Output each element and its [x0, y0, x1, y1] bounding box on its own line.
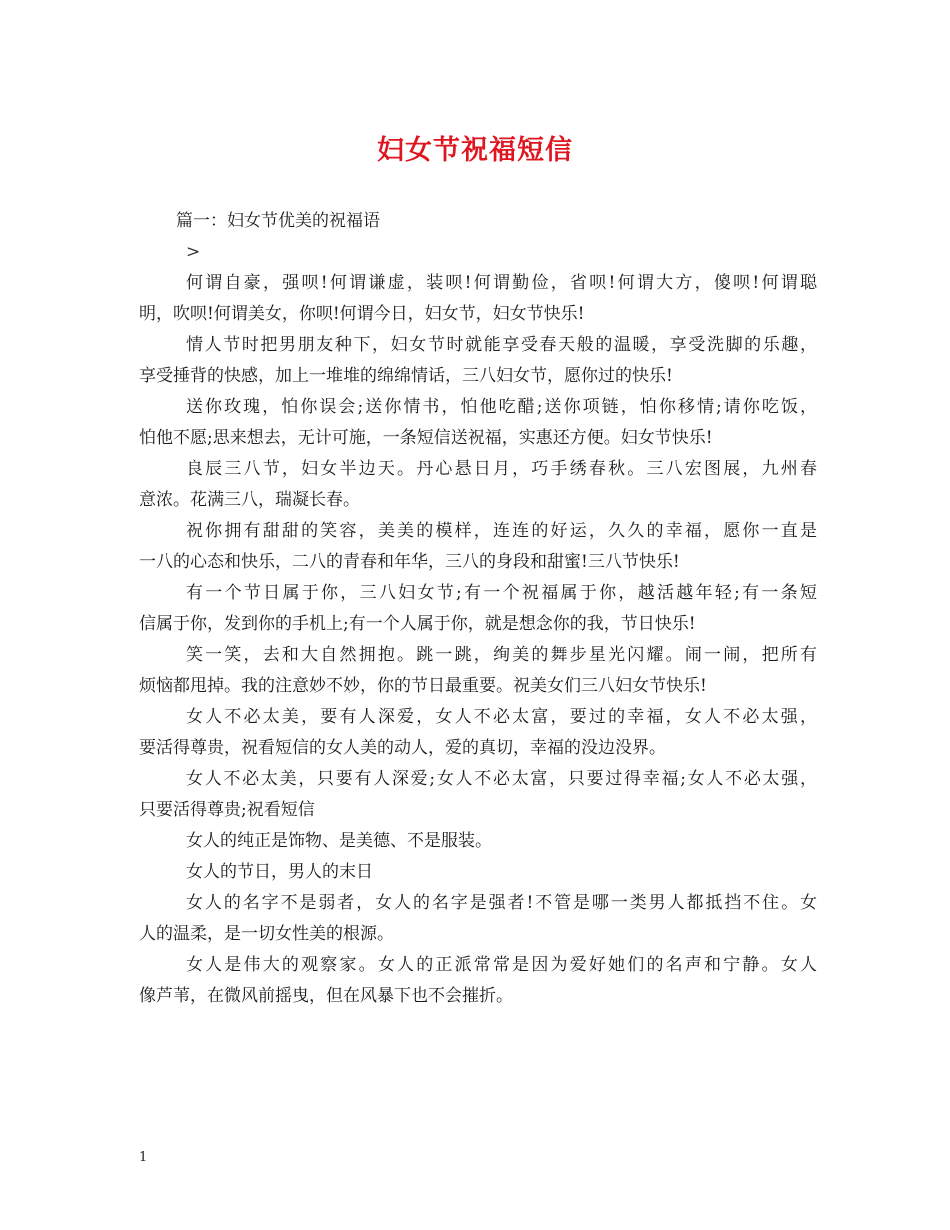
paragraph — [139, 268, 817, 330]
paragraph — [139, 578, 817, 640]
arrow-icon: > — [186, 242, 201, 262]
paragraph — [139, 702, 817, 764]
paragraph-line: 女人不必太美，只要有人深爱;女人不必太富，只要过得幸福;女人不必太强， — [186, 769, 817, 789]
paragraph-line: 要活得尊贵，祝看短信的女人美的动人，爱的真切，幸福的没边没界。 — [139, 738, 666, 758]
paragraph-line: 人的温柔，是一切女性美的根源。 — [139, 924, 394, 944]
paragraph-line: 送你玫瑰，怕你误会;送你情书，怕他吃醋;送你项链，怕你移情;请你吃饭， — [186, 397, 817, 417]
paragraph — [139, 454, 817, 516]
paragraph — [139, 330, 817, 392]
paragraph-line: 一八的心态和快乐，二八的青春和年华，三八的身段和甜蜜!三八节快乐! — [139, 552, 680, 572]
paragraph-line: 女人的纯正是饰物、是美德、不是服装。 — [186, 831, 492, 851]
paragraph — [139, 516, 817, 578]
paragraph-line: 女人的节日，男人的末日 — [186, 862, 373, 882]
paragraph-line: 情人节时把男朋友种下，妇女节时就能享受春天般的温暖，享受洗脚的乐趣， — [186, 335, 817, 355]
paragraph-line: 明，吹呗!何谓美女，你呗!何谓今日，妇女节，妇女节快乐! — [139, 304, 585, 324]
page-number: 1 — [139, 1150, 148, 1165]
paragraph-line: 信属于你，发到你的手机上;有一个人属于你，就是想念你的我，节日快乐! — [139, 614, 696, 634]
paragraph-line: 良辰三八节，妇女半边天。丹心悬日月，巧手绣春秋。三八宏图展，九州春 — [186, 459, 817, 479]
paragraph — [139, 888, 817, 950]
paragraph-line: 意浓。花满三八，瑞凝长春。 — [139, 490, 360, 510]
section-heading: 篇一：妇女节优美的祝福语 — [176, 211, 380, 231]
paragraph — [139, 826, 817, 857]
paragraph — [139, 764, 817, 826]
paragraph-line: 像芦苇，在微风前摇曳，但在风暴下也不会摧折。 — [139, 986, 513, 1006]
paragraph-line: 女人的名字不是弱者，女人的名字是强者!不管是哪一类男人都抵挡不住。女 — [186, 893, 817, 913]
paragraph-line: 只要活得尊贵;祝看短信 — [139, 800, 315, 820]
paragraph-line: 女人不必太美，要有人深爱，女人不必太富，要过的幸福，女人不必太强， — [186, 707, 817, 727]
paragraph-line: 祝你拥有甜甜的笑容，美美的模样，连连的好运，久久的幸福，愿你一直是 — [186, 521, 817, 541]
paragraph-line: 享受捶背的快感，加上一堆堆的绵绵情话，三八妇女节，愿你过的快乐! — [139, 366, 673, 386]
paragraph — [139, 857, 817, 888]
document-body — [139, 206, 817, 1012]
paragraph-line: 女人是伟大的观察家。女人的正派常常是因为爱好她们的名声和宁静。女人 — [186, 955, 817, 975]
paragraph — [139, 950, 817, 1012]
paragraph-line: 有一个节日属于你，三八妇女节;有一个祝福属于你，越活越年轻;有一条短 — [186, 583, 817, 603]
document-title: 妇女节祝福短信 — [377, 135, 573, 166]
paragraph-line: 笑一笑，去和大自然拥抱。跳一跳，绚美的舞步星光闪耀。闹一闹，把所有 — [186, 645, 817, 665]
paragraph-line: 怕他不愿;思来想去，无计可施，一条短信送祝福，实惠还方便。妇女节快乐! — [139, 428, 713, 448]
paragraph-line: 何谓自豪，强呗!何谓谦虚，装呗!何谓勤俭，省呗!何谓大方，傻呗!何谓聪 — [186, 273, 817, 293]
paragraph — [139, 392, 817, 454]
paragraph-list — [139, 268, 817, 1012]
paragraph-line: 烦恼都甩掉。我的注意妙不妙，你的节日最重要。祝美女们三八妇女节快乐! — [139, 676, 707, 696]
paragraph — [139, 640, 817, 702]
